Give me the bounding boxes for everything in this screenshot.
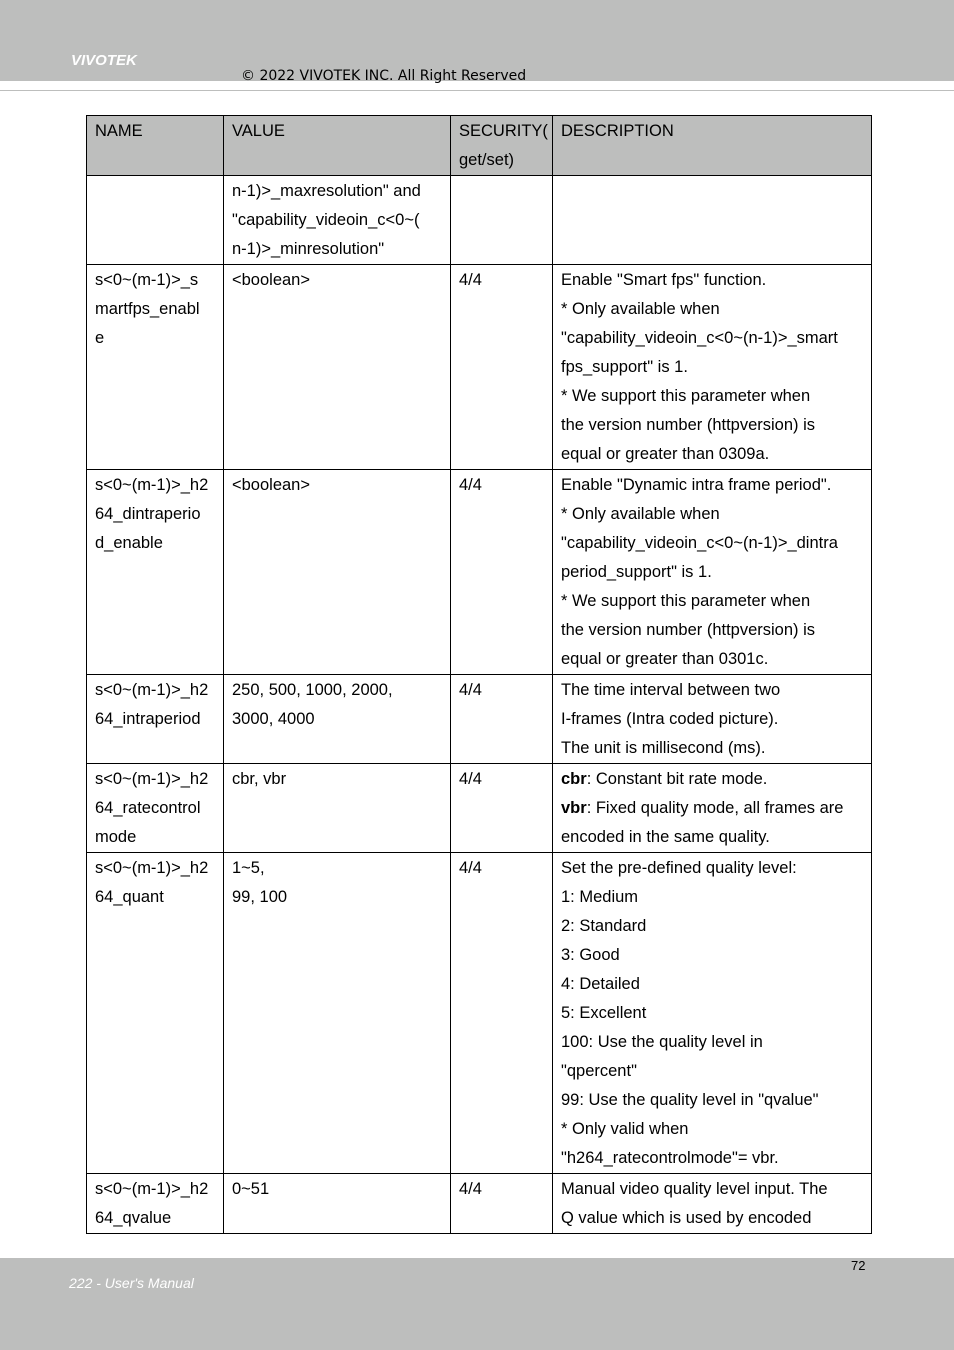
cell-security: [451, 675, 553, 764]
name-line: 64_ratecontrol: [95, 799, 201, 817]
description-line: 1: Medium: [561, 888, 639, 906]
cell-description: [553, 1174, 872, 1234]
security-line: 4/4: [459, 770, 482, 788]
description-line: Set the pre-defined quality level:: [561, 859, 797, 877]
cell-description: [553, 265, 872, 470]
name-line: martfps_enabl: [95, 300, 200, 318]
description-line: "qpercent": [561, 1062, 637, 1080]
name-line: 64_dintraperio: [95, 505, 201, 523]
cell-security: [451, 176, 553, 265]
cell-security: [451, 470, 553, 675]
description-line: * Only available when: [561, 300, 720, 318]
description-line: The time interval between two: [561, 681, 781, 699]
description-line: 3: Good: [561, 946, 620, 964]
description-line: * Only available when: [561, 505, 720, 523]
value-line: <boolean>: [232, 476, 310, 494]
description-text: : Constant bit rate mode.: [586, 770, 768, 788]
description-line: fps_support" is 1.: [561, 358, 688, 376]
cell-security: [451, 265, 553, 470]
description-line: "capability_videoin_c<0~(n-1)>_smart: [561, 329, 838, 347]
cell-security: [451, 764, 553, 853]
description-line: the version number (httpversion) is: [561, 416, 816, 434]
manual-page-label: 222 - User's Manual: [69, 1275, 194, 1291]
column-header-value: VALUE: [224, 116, 451, 176]
header-divider: [0, 90, 954, 91]
value-line: 3000, 4000: [232, 710, 315, 728]
cell-value: [224, 853, 451, 1174]
security-line: 4/4: [459, 271, 482, 289]
description-line: the version number (httpversion) is: [561, 621, 816, 639]
table-row: [87, 675, 872, 764]
table-row: [87, 176, 872, 265]
description-text: : Fixed quality mode, all frames are: [586, 799, 844, 817]
cell-value: [224, 265, 451, 470]
description-term: vbr: [561, 799, 587, 817]
description-line: 100: Use the quality level in: [561, 1033, 763, 1051]
value-line: <boolean>: [232, 271, 310, 289]
cell-description: [553, 853, 872, 1174]
table-header-row: [87, 116, 872, 176]
description-line: equal or greater than 0301c.: [561, 650, 769, 668]
cell-name: [87, 176, 224, 265]
description-line: The unit is millisecond (ms).: [561, 739, 766, 757]
name-line: 64_intraperiod: [95, 710, 201, 728]
description-line: 4: Detailed: [561, 975, 640, 993]
security-line: 4/4: [459, 859, 482, 877]
description-line: I-frames (Intra coded picture).: [561, 710, 779, 728]
description-line: * We support this parameter when: [561, 387, 811, 405]
description-line: [561, 765, 863, 794]
cell-name: [87, 853, 224, 1174]
description-line: Q value which is used by encoded: [561, 1209, 812, 1227]
security-line: 4/4: [459, 1180, 482, 1198]
table-row: [87, 470, 872, 675]
cell-description: [553, 176, 872, 265]
cell-name: [87, 1174, 224, 1234]
cell-description: [553, 675, 872, 764]
description-line: "capability_videoin_c<0~(n-1)>_dintra: [561, 534, 838, 552]
value-line: 1~5,: [232, 859, 265, 877]
value-line: n-1)>_minresolution": [232, 240, 385, 258]
description-line: "h264_ratecontrolmode"= vbr.: [561, 1149, 779, 1167]
column-header-name: NAME: [87, 116, 224, 176]
name-line: e: [95, 329, 105, 347]
name-line: mode: [95, 828, 137, 846]
description-line: 99: Use the quality level in "qvalue": [561, 1091, 819, 1109]
value-line: "capability_videoin_c<0~(: [232, 211, 420, 229]
description-line: equal or greater than 0309a.: [561, 445, 770, 463]
value-line: 250, 500, 1000, 2000,: [232, 681, 393, 699]
table-row: [87, 853, 872, 1174]
name-line: s<0~(m-1)>_h2: [95, 1180, 209, 1198]
value-line: cbr, vbr: [232, 770, 287, 788]
column-header-security: SECURITY( get/set): [451, 116, 553, 176]
value-line: 0~51: [232, 1180, 270, 1198]
description-line: * Only valid when: [561, 1120, 689, 1138]
brand-logo-text: VIVOTEK: [71, 52, 137, 69]
description-term: cbr: [561, 770, 587, 788]
security-line: 4/4: [459, 476, 482, 494]
table-row: [87, 1174, 872, 1234]
parameter-table: [86, 115, 872, 1234]
cell-value: [224, 176, 451, 265]
cell-value: [224, 1174, 451, 1234]
name-line: s<0~(m-1)>_h2: [95, 476, 209, 494]
description-line: Enable "Smart fps" function.: [561, 271, 767, 289]
name-line: 64_qvalue: [95, 1209, 172, 1227]
description-text: encoded in the same quality.: [561, 828, 770, 846]
name-line: 64_quant: [95, 888, 164, 906]
description-line: * We support this parameter when: [561, 592, 811, 610]
cell-name: [87, 265, 224, 470]
value-line: 99, 100: [232, 888, 288, 906]
cell-description: [553, 470, 872, 675]
value-line: n-1)>_maxresolution" and: [232, 182, 421, 200]
security-line: 4/4: [459, 681, 482, 699]
footer-band: [0, 1258, 954, 1350]
table-row: [87, 265, 872, 470]
cell-name: [87, 675, 224, 764]
name-line: s<0~(m-1)>_h2: [95, 770, 209, 788]
cell-description: [553, 764, 872, 853]
cell-security: [451, 853, 553, 1174]
cell-security: [451, 1174, 553, 1234]
cell-value: [224, 470, 451, 675]
page-number: 72: [851, 1258, 866, 1273]
cell-value: [224, 675, 451, 764]
cell-name: [87, 470, 224, 675]
name-line: d_enable: [95, 534, 163, 552]
copyright-notice: © 2022 VIVOTEK INC. All Right Reserved: [241, 68, 527, 84]
description-line: [561, 794, 863, 823]
table-row: [87, 764, 872, 853]
cell-value: [224, 764, 451, 853]
cell-name: [87, 764, 224, 853]
name-line: s<0~(m-1)>_h2: [95, 859, 209, 877]
description-line: period_support" is 1.: [561, 563, 712, 581]
name-line: s<0~(m-1)>_h2: [95, 681, 209, 699]
description-line: 2: Standard: [561, 917, 647, 935]
description-line: [561, 823, 863, 852]
column-header-description: DESCRIPTION: [553, 116, 872, 176]
description-line: Enable "Dynamic intra frame period".: [561, 476, 832, 494]
name-line: s<0~(m-1)>_s: [95, 271, 199, 289]
description-line: Manual video quality level input. The: [561, 1180, 828, 1198]
description-line: 5: Excellent: [561, 1004, 647, 1022]
